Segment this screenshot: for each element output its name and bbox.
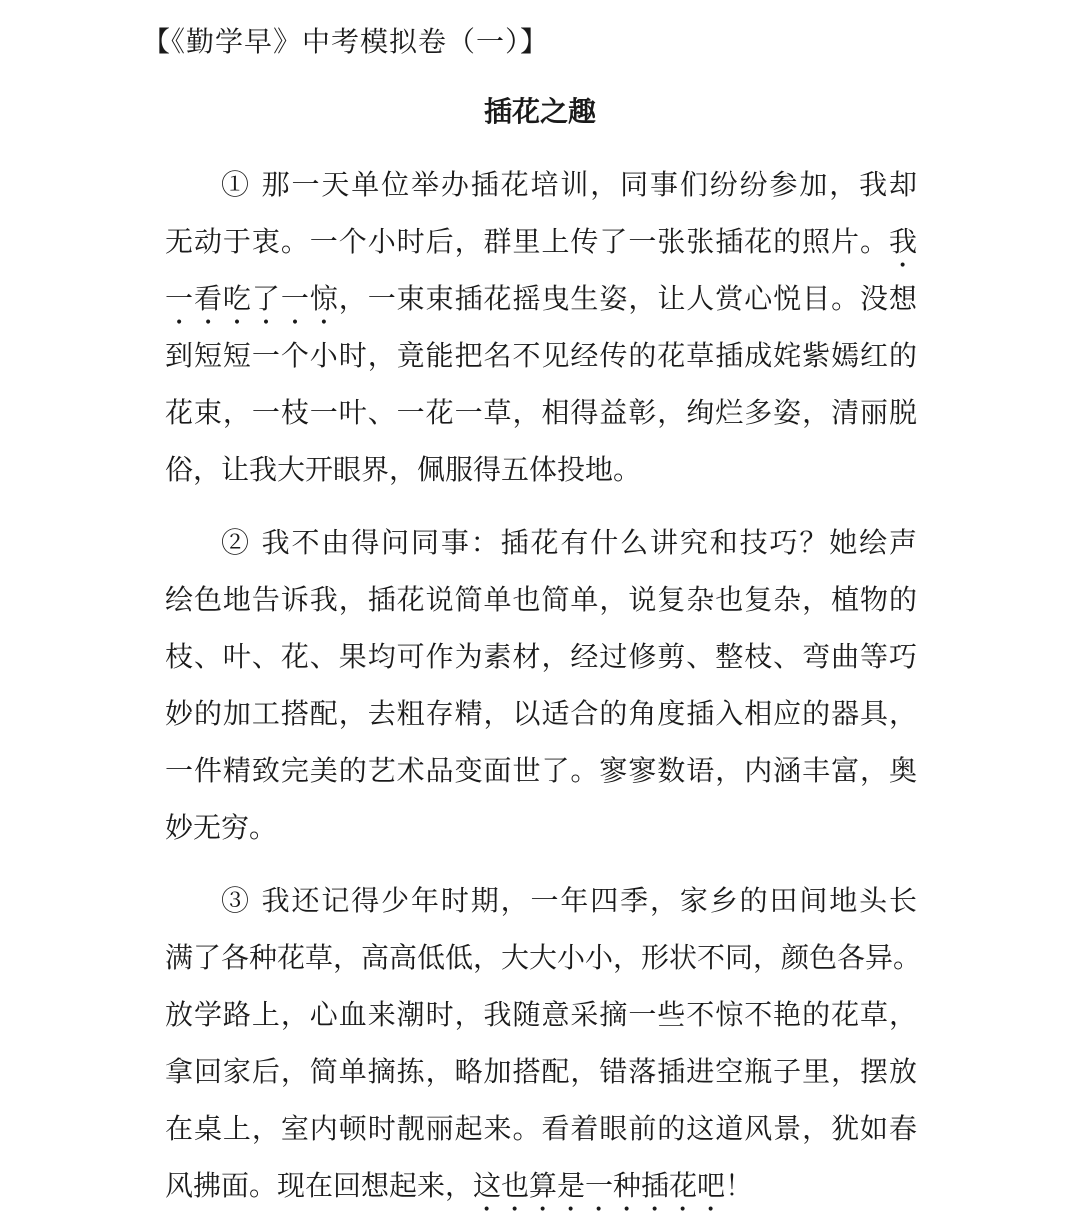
paragraph-2: [165, 518, 917, 860]
line-text: 妙无穷。: [165, 811, 278, 844]
line-text: ，一束束插花摇曳生姿，让人赏心悦目。没想: [338, 282, 917, 315]
line-text: 俗，让我大开眼界，佩服得五体投地。: [165, 453, 642, 486]
paragraph-line: [165, 990, 917, 1047]
emphasized-text: 我: [888, 225, 917, 258]
line-text: 无动于衷。一个小时后，群里上传了一张张插花的照片。: [165, 225, 889, 258]
article-body: [165, 160, 922, 1218]
line-text: 风拂面。现在回想起来，: [165, 1169, 474, 1202]
paragraph-line: [165, 160, 917, 217]
paragraph-line: [165, 1104, 917, 1161]
paragraph-1: [165, 160, 917, 502]
line-text: 妙的加工搭配，去粗存精，以适合的角度插入相应的器具，: [165, 697, 917, 730]
line-text: 枝、叶、花、果均可作为素材，经过修剪、整枝、弯曲等巧: [165, 640, 917, 673]
line-text: 绘色地告诉我，插花说简单也简单，说复杂也复杂，植物的: [165, 583, 917, 616]
line-text: ！: [725, 1169, 754, 1202]
paragraph-line: [165, 331, 917, 388]
paragraph-line: [165, 1161, 917, 1218]
paragraph-3: [165, 876, 922, 1218]
paragraph-gap: [165, 502, 917, 518]
line-text: 满了各种花草，高高低低，大大小小，形状不同，颜色各异。: [165, 941, 922, 974]
article-title-text: 插花之趣: [483, 95, 596, 128]
line-text: 放学路上，心血来潮时，我随意采摘一些不惊不艳的花草，: [165, 998, 917, 1031]
emphasized-text: 一看吃了一惊: [165, 282, 339, 315]
line-text: 花束，一枝一叶、一花一草，相得益彰，绚烂多姿，清丽脱: [165, 396, 917, 429]
paragraph-line: [165, 388, 917, 445]
paragraph-gap: [165, 860, 917, 876]
paragraph-line: [165, 632, 917, 689]
article-title: [0, 92, 1080, 132]
paragraph-line: [165, 689, 917, 746]
exam-header: 【《勤学早》中考模拟卷（一）】: [142, 25, 550, 58]
line-text: ② 我不由得问同事：插花有什么讲究和技巧？她绘声: [221, 526, 917, 559]
paragraph-line: [165, 445, 917, 502]
line-text: 拿回家后，简单摘拣，略加搭配，错落插进空瓶子里，摆放: [165, 1055, 917, 1088]
paragraph-line: [165, 217, 917, 274]
paragraph-line: [165, 274, 917, 331]
line-text: 到短短一个小时，竟能把名不见经传的花草插成姹紫嫣红的: [165, 339, 917, 372]
emphasized-text: 这也算是一种插花吧: [473, 1169, 726, 1202]
paragraph-line: [165, 746, 917, 803]
paragraph-line: [165, 575, 917, 632]
line-text: ① 那一天单位举办插花培训，同事们纷纷参加，我却: [221, 168, 917, 201]
line-text: ③ 我还记得少年时期，一年四季，家乡的田间地头长: [221, 884, 917, 917]
paragraph-line: [165, 933, 922, 990]
paragraph-line: [165, 1047, 917, 1104]
paragraph-line: [165, 518, 917, 575]
line-text: 一件精致完美的艺术品变面世了。寥寥数语，内涵丰富，奥: [165, 754, 917, 787]
paragraph-line: [165, 803, 917, 860]
paragraph-line: [165, 876, 917, 933]
line-text: 在桌上，室内顿时靓丽起来。看着眼前的这道风景，犹如春: [165, 1112, 917, 1145]
